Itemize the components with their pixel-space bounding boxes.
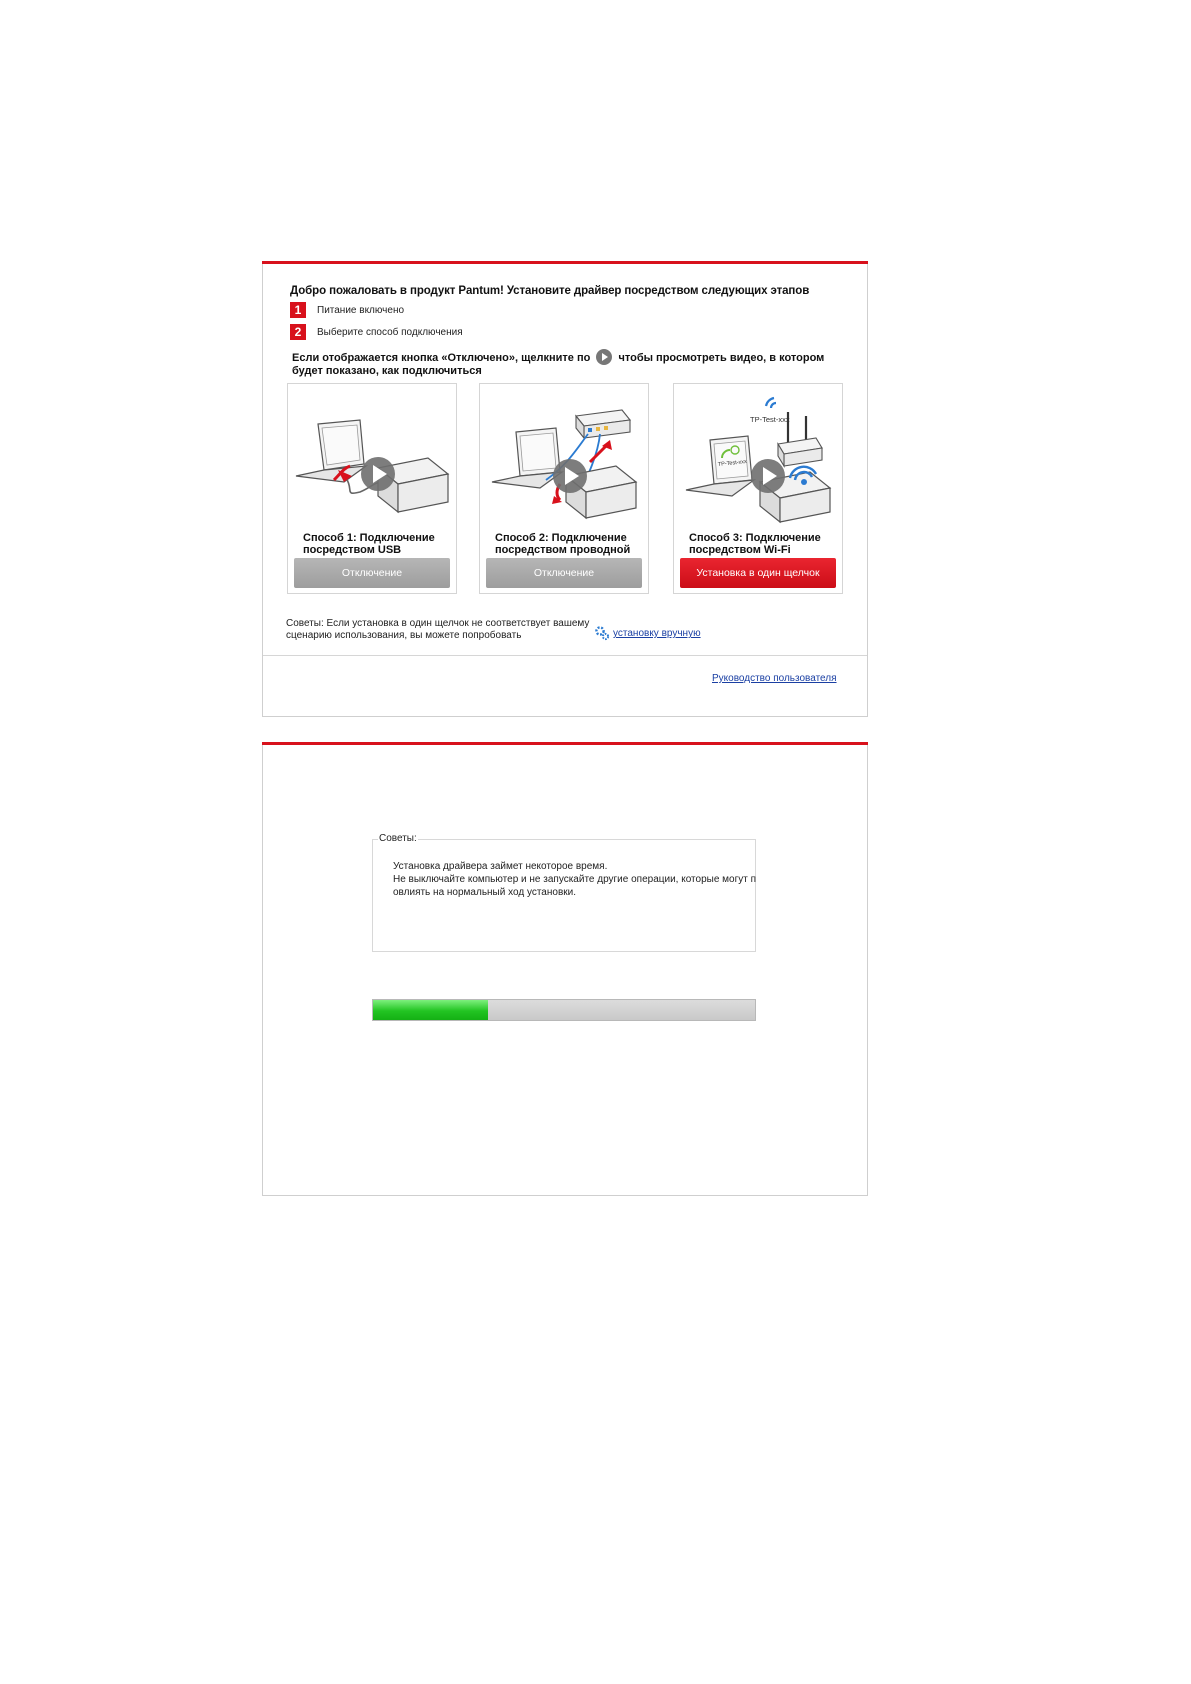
step-number: 2	[290, 324, 306, 340]
method-card-wired	[479, 383, 649, 594]
usb-disabled-button[interactable]: Отключение	[294, 558, 450, 588]
divider	[263, 655, 867, 656]
one-click-install-button[interactable]: Установка в один щелчок	[680, 558, 836, 588]
hint-text-end: чтобы просмотреть видео, в котором будет показано, как подключиться	[292, 352, 825, 377]
step-label: Выберите способ подключения	[317, 326, 463, 338]
install-window	[262, 261, 868, 717]
play-icon	[596, 349, 612, 365]
accent-bar	[262, 742, 868, 745]
manual-install-link[interactable]: установку вручную	[613, 628, 701, 639]
router-ssid-label: TP-Test-xxx	[750, 415, 790, 424]
hint-text-start: Если отображается кнопка «Отключено», щелкните по	[292, 352, 591, 364]
tip-line: Не выключайте компьютер и не запускайте другие операции, которые могут п	[393, 874, 757, 885]
tip-line: Установка драйвера займет некоторое время.	[393, 861, 608, 872]
step-number: 1	[290, 302, 306, 318]
wired-illustration	[480, 384, 648, 524]
user-guide-link[interactable]: Руководство пользователя	[712, 673, 837, 684]
install-progress-bar	[372, 999, 756, 1021]
wifi-illustration	[674, 384, 842, 524]
tips-box	[372, 833, 757, 952]
accent-bar	[262, 261, 868, 264]
step-1	[290, 301, 404, 319]
step-2	[290, 323, 463, 341]
method-card-wifi	[673, 383, 843, 594]
tips-title: Советы:	[379, 833, 417, 844]
wired-disabled-button[interactable]: Отключение	[486, 558, 642, 588]
welcome-title: Добро пожаловать в продукт Pantum! Установите драйвер посредством следующих этапов	[290, 285, 810, 297]
usb-illustration	[288, 384, 456, 524]
progress-window	[262, 742, 868, 1196]
tip-line: овлиять на нормальный ход установки.	[393, 887, 577, 898]
method-card-usb	[287, 383, 457, 594]
method-title: Способ 3: Подключение посредством Wi-Fi	[689, 532, 821, 556]
tips-text: Советы: Если установка в один щелчок не соответствует вашему сценарию использования, вы можете попробовать	[286, 618, 590, 641]
step-label: Питание включено	[317, 304, 405, 316]
progress-fill	[373, 1000, 488, 1020]
method-title: Способ 2: Подключение посредством проводной	[495, 532, 631, 556]
gear-icon	[594, 625, 610, 641]
method-title: Способ 1: Подключение посредством USB	[303, 532, 435, 556]
screen-ssid-label: TP-Test-xxx	[717, 458, 748, 468]
video-hint	[292, 349, 852, 378]
